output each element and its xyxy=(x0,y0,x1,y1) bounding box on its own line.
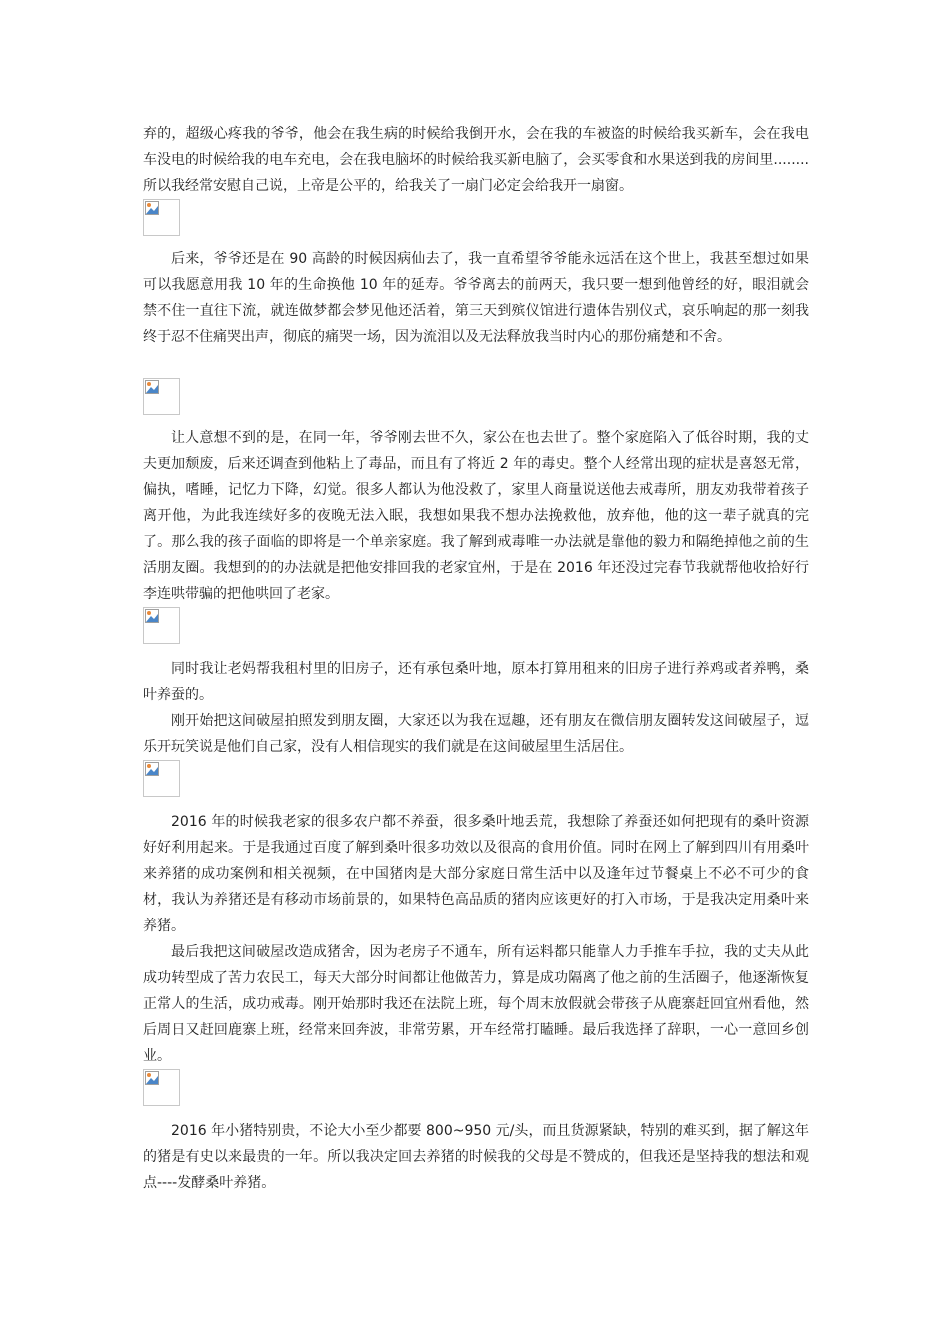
broken-image-icon xyxy=(143,760,180,797)
image-placeholder-icon xyxy=(145,609,159,623)
broken-image-icon xyxy=(143,378,180,415)
paragraph-5: 刚开始把这间破屋拍照发到朋友圈，大家还以为我在逗趣，还有朋友在微信朋友圈转发这间破屋子，逗乐开玩笑说是他们自己家，没有人相信现实的我们就是在这间破屋里生活居住。 xyxy=(143,713,809,755)
broken-image-icon xyxy=(143,199,180,236)
paragraph-3: 让人意想不到的是，在同一年，爷爷刚去世不久，家公在也去世了。整个家庭陷入了低谷时期，我的丈夫更加颓废，后来还调查到他粘上了毒品，而且有了将近 2 年的毒史。整个人经常出现的症状是喜怒无常，偏执，嗜睡，记忆力下降，幻觉。很多人都认为他没救了，家里人商量说送他去戒毒所，朋友劝我带着孩子离开他，为此我连续好多的夜晚无法入眠，我想如果我不想办法挽救他，放弃他，他的这一辈子就真的完了。那么我的孩子面临的即将是一个单亲家庭。我了解到戒毒唯一办法就是靠他的毅力和隔绝掉他之前的生活朋友圈。我想到的的办法就是把他安排回我的老家宜州，于是在 2016 年还没过完春节我就帮他收拾好行李连哄带骗的把他哄回了老家。 xyxy=(143,430,809,602)
image-placeholder-icon xyxy=(145,201,159,215)
broken-image-icon xyxy=(143,607,180,644)
paragraph-6: 2016 年的时候我老家的很多农户都不养蚕，很多桑叶地丢荒，我想除了养蚕还如何把现有的桑叶资源好好利用起来。于是我通过百度了解到桑叶很多功效以及很高的食用价值。同时在网上了解到四川有用桑叶来养猪的成功案例和相关视频，在中国猪肉是大部分家庭日常生活中以及逢年过节餐桌上不必不可少的食材，我认为养猪还是有移动市场前景的，如果特色高品质的猪肉应该更好的打入市场，于是我决定用桑叶来养猪。 xyxy=(143,814,809,934)
paragraph-1: 弃的，超级心疼我的爷爷，他会在我生病的时候给我倒开水，会在我的车被盗的时候给我买新车，会在我电车没电的时候给我的电车充电，会在我电脑坏的时候给我买新电脑了，会买零食和水果送到我的房间里........所以我经常安慰自己说，上帝是公平的，给我关了一扇门必定会给我开一扇窗。 xyxy=(143,126,809,194)
image-placeholder-icon xyxy=(145,380,159,394)
broken-image-icon xyxy=(143,1069,180,1106)
image-placeholder-icon xyxy=(145,1071,159,1085)
paragraph-7: 最后我把这间破屋改造成猪舍，因为老房子不通车，所有运料都只能靠人力手推车手拉，我的丈夫从此成功转型成了苦力农民工，每天大部分时间都让他做苦力，算是成功隔离了他之前的生活圈子，他逐渐恢复正常人的生活，成功戒毒。刚开始那时我还在法院上班，每个周末放假就会带孩子从鹿寨赶回宜州看他，然后周日又赶回鹿寨上班，经常来回奔波，非常劳累，开车经常打瞌睡。最后我选择了辞职，一心一意回乡创业。 xyxy=(143,944,809,1064)
paragraph-2: 后来，爷爷还是在 90 高龄的时候因病仙去了，我一直希望爷爷能永远活在这个世上，我甚至想过如果可以我愿意用我 10 年的生命换他 10 年的延寿。爷爷离去的前两天，我只要一想到他曾经的好，眼泪就会禁不住一直往下流，就连做梦都会梦见他还活着，第三天到殡仪馆进行遗体告别仪式，哀乐响起的那一刻我终于忍不住痛哭出声，彻底的痛哭一场，因为流泪以及无法释放我当时内心的那份痛楚和不舍。 xyxy=(143,251,809,345)
paragraph-8: 2016 年小猪特别贵，不论大小至少都要 800~950 元/头，而且货源紧缺，特别的难买到，据了解这年的猪是有史以来最贵的一年。所以我决定回去养猪的时候我的父母是不赞成的，但我还是坚持我的想法和观点----发酵桑叶养猪。 xyxy=(143,1123,809,1191)
paragraph-4: 同时我让老妈帮我租村里的旧房子，还有承包桑叶地，原本打算用租来的旧房子进行养鸡或者养鸭，桑叶养蚕的。 xyxy=(143,661,809,703)
image-placeholder-icon xyxy=(145,762,159,776)
article-body xyxy=(143,121,809,1196)
